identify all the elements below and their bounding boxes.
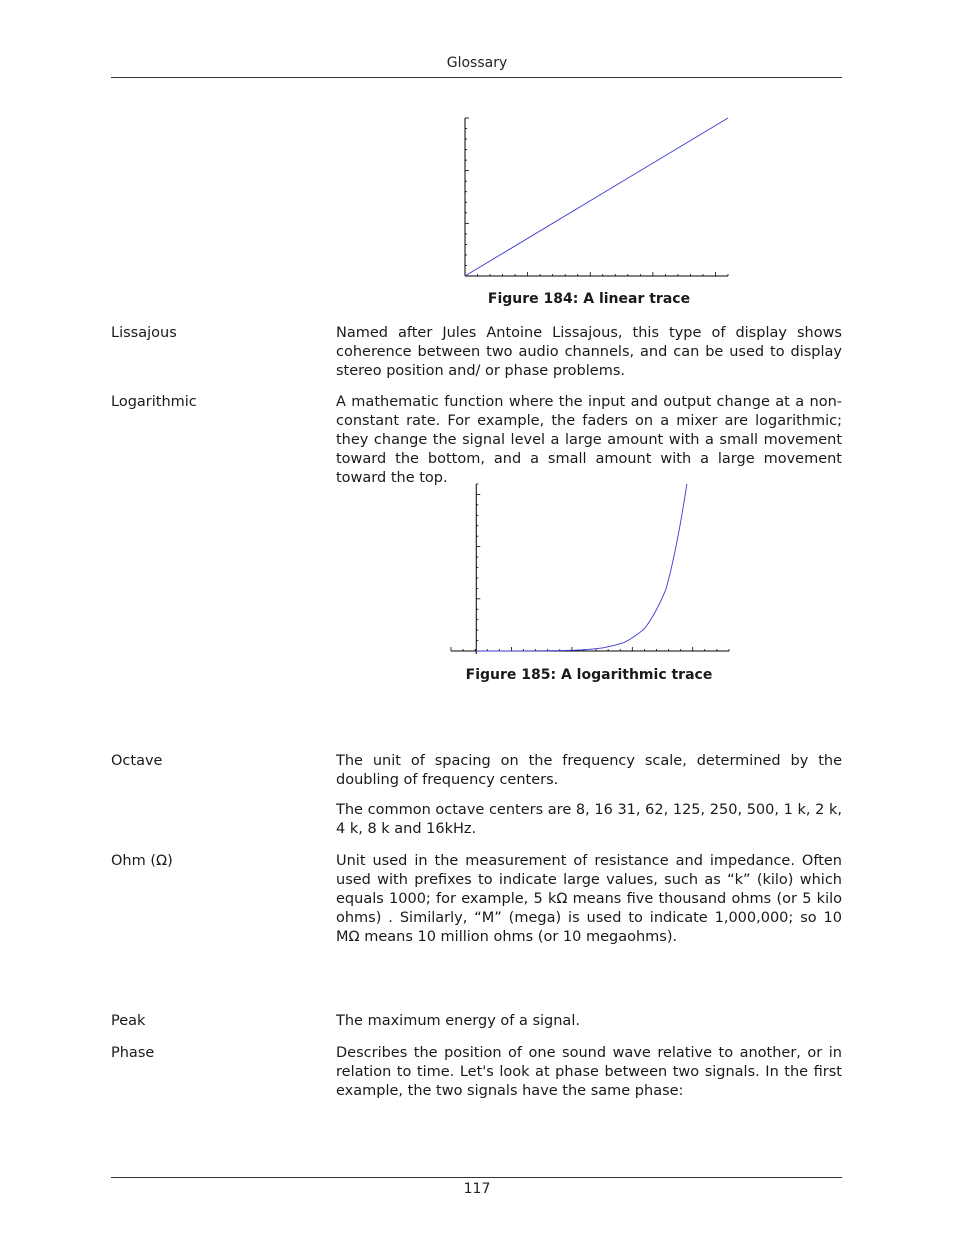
figure-184-caption: Figure 184: A linear trace [487, 291, 691, 307]
footer-rule [111, 1177, 842, 1178]
page-number: 117 [463, 1181, 491, 1197]
definition-logarithmic: A mathematic function where the input and output change at a non-constant rate. For example, the faders on a mixer are logarithmic; they change the signal level a large amount with a small movement toward the bottom, and a small amount with a large movement toward the top. [336, 394, 842, 486]
definition-lissajous: Named after Jules Antoine Lissajous, this type of display shows coherence between two audio channels, and can be used to display stereo position and/ or phase problems. [336, 325, 842, 379]
figure-185-caption: Figure 185: A logarithmic trace [465, 667, 713, 683]
definition-peak: The maximum energy of a signal. [336, 1013, 580, 1029]
term-peak: Peak [111, 1013, 146, 1029]
running-header: Glossary [446, 55, 508, 71]
definition-octave-1: The unit of spacing on the frequency scale, determined by the doubling of frequency centers. [336, 753, 842, 788]
series-line-0 [465, 118, 728, 276]
series-line-0 [476, 484, 687, 651]
definition-octave-2: The common octave centers are 8, 16 31, 62, 125, 250, 500, 1 k, 2 k, 4 k, 8 k and 16kHz. [336, 802, 842, 837]
definition-phase: Describes the position of one sound wave relative to another, or in relation to time. Let's look at phase between two signals. In the first example, the two signals have the same phase: [336, 1045, 842, 1099]
definition-ohm: Unit used in the measurement of resistance and impedance. Often used with prefixes to indicate large values, such as “k” (kilo) which equals 1000; for example, 5 kΩ means five thousand ohms (or 5 kilo ohms) . Similarly, “M” (mega) is used to indicate 1,000,000; so 10 MΩ means 10 million ohms (or 10 megaohms). [336, 853, 842, 945]
term-phase: Phase [111, 1045, 155, 1061]
term-lissajous: Lissajous [111, 325, 177, 341]
linear-trace-chart [450, 110, 740, 285]
term-ohm: Ohm (Ω) [111, 853, 173, 869]
logarithmic-trace-chart [445, 478, 735, 660]
term-octave: Octave [111, 753, 163, 769]
term-logarithmic: Logarithmic [111, 394, 197, 410]
header-rule [111, 77, 842, 78]
